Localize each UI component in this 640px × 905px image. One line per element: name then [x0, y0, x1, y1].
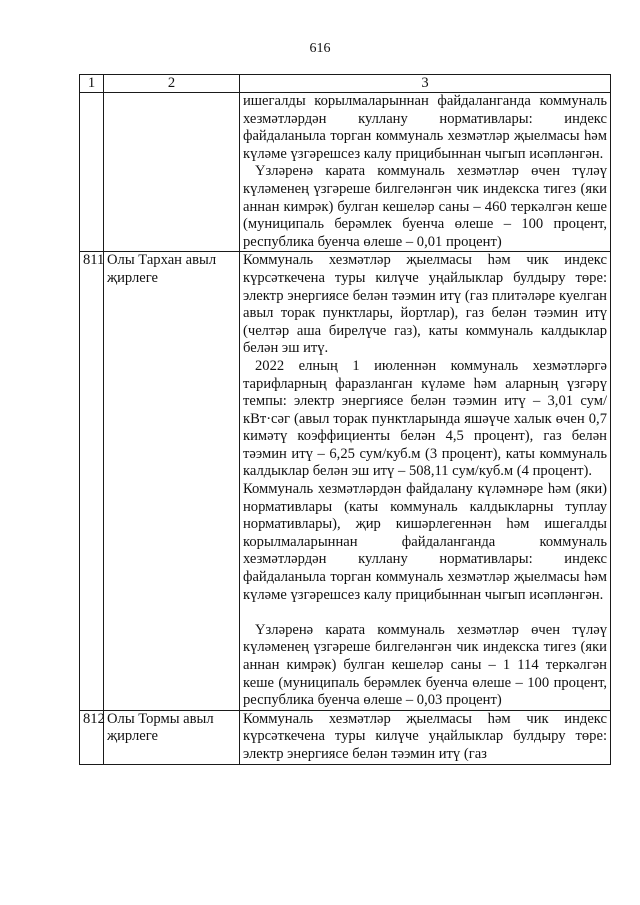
paragraph: Коммуналь хезмәтләр җыелмасы һәм чик индекс күрсәткечена туры килүче уңайлыклар булдыру төре: электр энергиясе белән тәэмин итү (газ плитәләре куелган авыл торак пунктлары, йортлар), газ белән тәэмин итү (челтәр аша бирелүче газ), каты коммуналь калдыклар белән эш итү. — [243, 252, 607, 357]
table-row — [80, 93, 611, 252]
municipality-table — [79, 74, 611, 765]
paragraph: ишегалды корылмаларыннан файдаланганда коммуналь хезмәтләрдән куллану нормативлары: индекс файдаланыла торган коммуналь хезмәтләр җыелмасы һәм күләме үзгәрешсез калу прицибыннан чыгып исәпләнгән. — [243, 93, 607, 162]
row-description — [240, 710, 611, 764]
table-row — [80, 710, 611, 764]
header-col-2: 2 — [104, 75, 240, 93]
row-description — [240, 93, 611, 252]
row-number — [80, 93, 104, 252]
row-description — [240, 252, 611, 710]
municipality-name — [104, 93, 240, 252]
row-number: 811 — [80, 252, 104, 710]
header-col-3: 3 — [240, 75, 611, 93]
municipality-name: Олы Тормы авыл җирлеге — [104, 710, 240, 764]
paragraph: Үзләренә карата коммуналь хезмәтләр өчен түләү күләменең үзгәреше билгеләнгән чик индекска тигез (яки аннан кимрәк) булган кешеләр саны – 460 теркәлгән кеше (муниципаль берәмлек буенча өлеше – 100 процент, республика буенча өлеше – 0,01 процент) — [243, 163, 607, 250]
row-number: 812 — [80, 710, 104, 764]
paragraph: Коммуналь хезмәтләрдән файдалану күләмнәре һәм (яки) нормативлары (каты коммуналь калдыкларны туплау нормативлары), җир кишәрлегеннән һәм ишегалды корылмаларыннан файдаланганда коммуналь хезмәтләрдән куллану нормативлары: индекс файдаланыла торган коммуналь хезмәтләр җыелмасы һәм күләме үзгәрешсез калу прицибыннан чыгып исәпләнгән. — [243, 481, 607, 603]
header-col-1: 1 — [80, 75, 104, 93]
paragraph: 2022 елның 1 июленнән коммуналь хезмәтләргә тарифларның фаразланган күләме һәм аларның үзгәрү темпы: электр энергиясе белән тәэмин итү – 3,01 сум/кВт·сәг (авыл торак пунктларында яшәүче халык өчен 0,7 кимәтү коэффициенты белән 4,5 процент), газ белән тәэмин итү – 6,25 сум/куб.м (3 процент), каты коммуналь калдыклар белән эш итү – 508,11 сум/куб.м (4 процент). — [243, 357, 607, 480]
blank-line — [243, 604, 607, 622]
paragraph: Коммуналь хезмәтләр җыелмасы һәм чик индекс күрсәткечена туры килүче уңайлыклар булдыру төре: электр энергиясе белән тәэмин итү (газ — [243, 710, 607, 762]
paragraph: Үзләренә карата коммуналь хезмәтләр өчен түләү күләменең үзгәреше билгеләнгән чик индекска тигез (яки аннан кимрәк) булган кешеләр саны – 1 114 теркәлгән кеше (муниципаль берәмлек буенча өлеше – 100 процент, республика буенча өлеше – 0,03 процент) — [243, 621, 607, 709]
page-number: 616 — [309, 41, 331, 56]
table-header-row — [80, 75, 611, 93]
table-row — [80, 252, 611, 710]
municipality-name: Олы Тархан авыл җирлеге — [104, 252, 240, 710]
